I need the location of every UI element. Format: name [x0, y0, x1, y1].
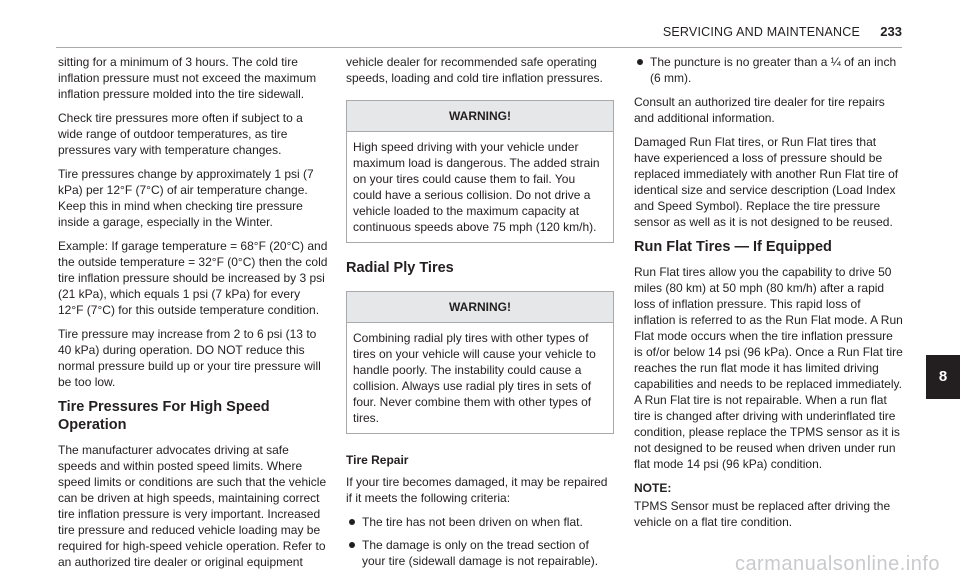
paragraph: sitting for a minimum of 3 hours. The cold tire inflation pressure must not exceed the maximum inflation pressure molded into the tire sidewall.: [58, 55, 317, 101]
paragraph: Example: If garage temperature = 68°F (20°C) and the outside temperature = 32°F (0°C) then the cold tire inflation pressure should be increased by 3 psi (21 kPa), which equals 1 psi (7 kPa) for every 12°F (7°C) for this outside temperature condition.: [58, 239, 328, 317]
section-heading: Tire Pressures For High Speed Operation: [58, 399, 270, 433]
list-item: The tire has not been driven on when flat.: [346, 514, 614, 530]
paragraph: vehicle dealer for recommended safe operating speeds, loading and cold tire inflation pressures.: [346, 55, 603, 85]
chapter-tab: 8: [926, 355, 960, 399]
paragraph: Consult an authorized tire dealer for tire repairs and additional information.: [634, 95, 885, 125]
note-label: NOTE:: [634, 481, 672, 495]
paragraph: If your tire becomes damaged, it may be repaired if it meets the following criteria:: [346, 475, 608, 505]
warning-box: [346, 100, 614, 243]
warning-text: Combining radial ply tires with other types of tires on your vehicle will cause your vehicle to handle poorly. The instability could cause a collision. Always use radial ply tires in sets of four. Never combine them with other types of tires.: [353, 331, 596, 425]
page-header: [0, 0, 960, 52]
paragraph: The manufacturer advocates driving at safe speeds and within posted speed limits. Where speed limits or conditions are such that the vehicle can be driven at high speeds, maintaining correct tire inflation pressure is very important. Increased tire pressure and reduced vehicle loading may be required for high-speed vehicle operation. Refer to an authorized tire dealer or original equipment: [58, 443, 327, 569]
bullet-list: [346, 514, 614, 569]
paragraph: Tire pressures change by approximately 1 psi (7 kPa) per 12°F (7°C) of air temperature change. Keep this in mind when checking tire pressure inside a garage, especially in the Winter.: [58, 167, 314, 229]
page-number: 233: [880, 24, 902, 39]
section-heading: Run Flat Tires — If Equipped: [634, 239, 832, 255]
subsection-heading: Tire Repair: [346, 453, 409, 467]
column-3: [634, 54, 904, 538]
header-divider: [56, 47, 902, 48]
warning-box: [346, 291, 614, 434]
paragraph: Tire pressure may increase from 2 to 6 psi (13 to 40 kPa) during operation. DO NOT reduce this normal pressure build up or your tire pressure will be too low.: [58, 327, 321, 389]
watermark: carmanualsonline.info: [734, 553, 940, 575]
paragraph: Run Flat tires allow you the capability to drive 50 miles (80 km) at 50 mph (80 km/h) after a rapid loss of inflation pressure. This rapid loss of inflation is referred to as the Run Flat mode. A Run Flat mode occurs when the tire inflation pressure is of/or below 14 psi (96 kPa). Once a Run Flat tire reaches the run flat mode it has limited driving capabilities and needs to be replaced immediately. A Run Flat tire is not repairable. When a run flat tire is changed after driving with underinflated tire condition, please replace the TPMS sensor as it is not designed to be reused when driven under run flat mode 14 psi (96 kPa) condition.: [634, 265, 903, 471]
paragraph: Check tire pressures more often if subject to a wide range of outdoor temperatures, as tire pressures vary with temperature changes.: [58, 111, 303, 157]
column-2: [346, 54, 614, 577]
list-item: The damage is only on the tread section of your tire (sidewall damage is not repairable).: [346, 537, 614, 569]
warning-title: WARNING!: [347, 292, 613, 323]
list-item: The puncture is no greater than a ¼ of an inch (6 mm).: [634, 54, 904, 86]
section-heading: Radial Ply Tires: [346, 260, 454, 276]
column-1: [58, 54, 328, 578]
warning-title: WARNING!: [347, 101, 613, 132]
paragraph: Damaged Run Flat tires, or Run Flat tires that have experienced a loss of pressure should be replaced immediately with another Run Flat tire of identical size and service description (Load Index and Speed Symbol). Replace the tire pressure sensor as well as it is not designed to be reused.: [634, 135, 899, 229]
bullet-list: [634, 54, 904, 86]
section-title: SERVICING AND MAINTENANCE: [662, 25, 860, 39]
note-text: TPMS Sensor must be replaced after driving the vehicle on a flat tire condition.: [634, 499, 891, 529]
warning-text: High speed driving with your vehicle under maximum load is dangerous. The added strain on your tires could cause them to fail. You could have a serious collision. Do not drive a vehicle loaded to the maximum capacity at continuous speeds above 75 mph (120 km/h).: [353, 140, 600, 234]
